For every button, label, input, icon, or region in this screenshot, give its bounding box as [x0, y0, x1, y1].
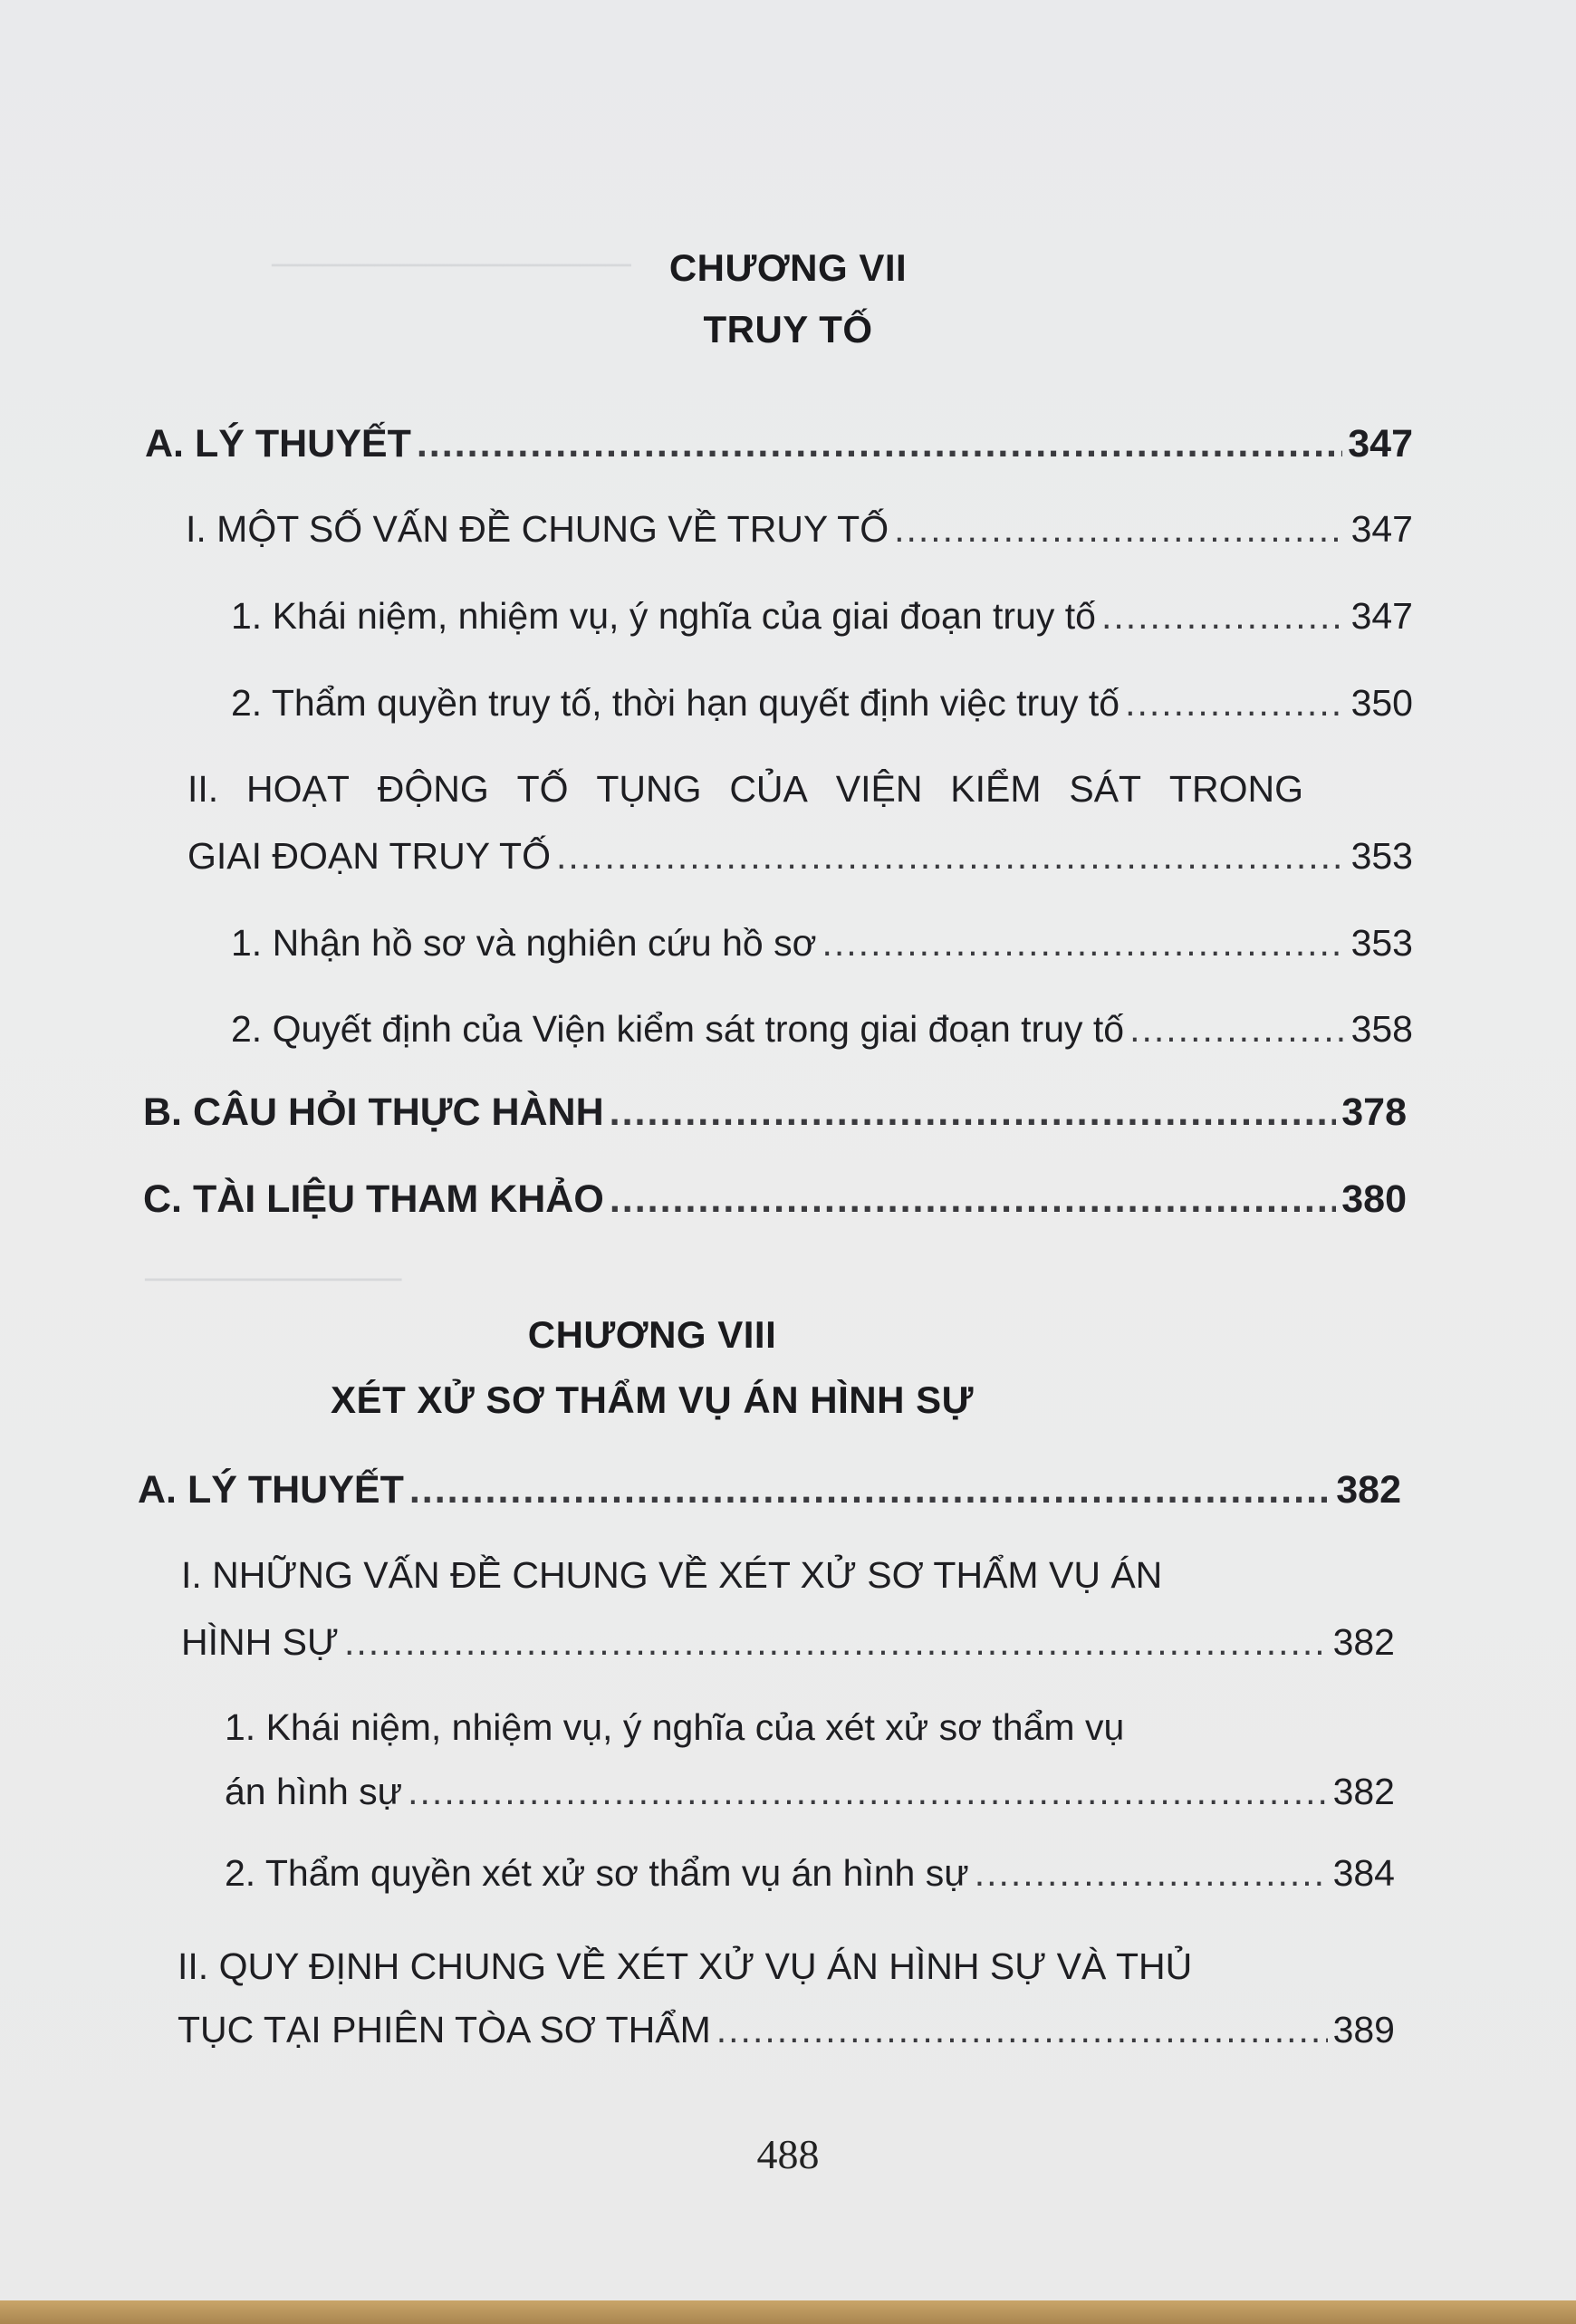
toc-entry[interactable] [231, 922, 1413, 965]
toc-entry-label: 2. Quyết định của Viện kiểm sát trong giai đoạn truy tố [231, 1008, 1125, 1050]
dot-leader [417, 422, 1342, 466]
dot-leader [822, 922, 1346, 965]
toc-entry-label: B. CÂU HỎI THỰC HÀNH [143, 1090, 604, 1134]
toc-entry-label: C. TÀI LIỆU THAM KHẢO [143, 1177, 604, 1221]
toc-entry[interactable] [178, 2009, 1395, 2051]
toc-entry-label: I. MỘT SỐ VẤN ĐỀ CHUNG VỀ TRUY TỐ [186, 508, 889, 550]
dot-leader [610, 1177, 1336, 1222]
dot-leader [409, 1468, 1331, 1513]
toc-entry[interactable] [143, 1177, 1407, 1222]
dot-leader [1129, 1008, 1345, 1051]
toc-entry[interactable] [231, 595, 1413, 638]
toc-entry-page: 382 [1332, 1621, 1395, 1663]
dot-leader [894, 508, 1345, 551]
dot-leader [1101, 595, 1346, 638]
toc-entry-page: 353 [1350, 835, 1413, 877]
toc-entry-label: A. LÝ THUYẾT [138, 1468, 404, 1512]
toc-entry-page: 382 [1332, 1771, 1395, 1812]
toc-entry-label: 1. Khái niệm, nhiệm vụ, ý nghĩa của giai đoạn truy tố [231, 595, 1096, 637]
table-surface [0, 2300, 1576, 2324]
page-number: 488 [756, 2131, 820, 2177]
dot-leader [344, 1621, 1328, 1664]
toc-entry-page: 384 [1332, 1852, 1395, 1894]
toc-entry[interactable] [231, 1008, 1413, 1051]
toc-entry-page: 347 [1348, 422, 1413, 466]
chapter-heading: CHƯƠNG VIII [527, 1313, 777, 1356]
chapter-title: XÉT XỬ SƠ THẨM VỤ ÁN HÌNH SỰ [331, 1378, 974, 1421]
toc-entry-page: 347 [1350, 595, 1413, 637]
toc-entry-page: 350 [1350, 682, 1413, 724]
toc-entry[interactable] [143, 1090, 1407, 1135]
toc-entry[interactable] [138, 1468, 1401, 1513]
dot-leader [975, 1852, 1328, 1895]
toc-entry-page: 378 [1341, 1090, 1407, 1134]
toc-entry-label: GIAI ĐOẠN TRUY TỐ [187, 835, 551, 877]
toc-entry-page: 382 [1336, 1468, 1401, 1512]
toc-entry[interactable] [181, 1621, 1395, 1664]
dot-leader [716, 2009, 1328, 2051]
toc-entry-first-line: I. NHỮNG VẤN ĐỀ CHUNG VỀ XÉT XỬ SƠ THẨM VỤ ÁN [181, 1554, 1163, 1596]
toc-entry[interactable] [225, 1852, 1395, 1895]
toc-entry-page: 358 [1350, 1008, 1413, 1050]
toc-entry-page: 389 [1332, 2009, 1395, 2050]
toc-entry[interactable] [145, 422, 1413, 466]
toc-entry-page: 347 [1350, 508, 1413, 550]
chapter-heading: CHƯƠNG VII [668, 246, 908, 289]
dot-leader [408, 1771, 1327, 1813]
toc-entry-label: 2. Thẩm quyền xét xử sơ thẩm vụ án hình sự [225, 1852, 969, 1894]
toc-entry-first-line: 1. Khái niệm, nhiệm vụ, ý nghĩa của xét xử sơ thẩm vụ [225, 1706, 1125, 1748]
toc-entry-label: 2. Thẩm quyền truy tố, thời hạn quyết định việc truy tố [231, 682, 1120, 724]
toc-entry[interactable] [231, 682, 1413, 725]
toc-entry-label: án hình sự [225, 1771, 403, 1812]
dot-leader [1125, 682, 1346, 725]
toc-entry-page: 380 [1341, 1177, 1407, 1221]
toc-entry-label: TỤC TẠI PHIÊN TÒA SƠ THẨM [178, 2009, 711, 2050]
toc-entry-first-line: II. QUY ĐỊNH CHUNG VỀ XÉT XỬ VỤ ÁN HÌNH SỰ VÀ THỦ [178, 1945, 1193, 1987]
toc-entry-label: HÌNH SỰ [181, 1621, 339, 1663]
dot-leader [610, 1090, 1337, 1135]
toc-entry-first-line: II. HOẠT ĐỘNG TỐ TỤNG CỦA VIỆN KIỂM SÁT TRONG [187, 768, 1303, 810]
dot-leader [556, 835, 1346, 878]
toc-entry-label: A. LÝ THUYẾT [145, 422, 411, 466]
toc-entry-page: 353 [1350, 922, 1413, 964]
toc-entry[interactable] [187, 835, 1413, 878]
toc-entry[interactable] [186, 508, 1413, 551]
toc-entry[interactable] [225, 1771, 1395, 1813]
chapter-title: TRUY TỐ [703, 308, 873, 351]
show-through-decoration: ────────────── [272, 245, 631, 284]
show-through-decoration: ────────── [145, 1259, 402, 1299]
toc-entry-label: 1. Nhận hồ sơ và nghiên cứu hồ sơ [231, 922, 817, 964]
